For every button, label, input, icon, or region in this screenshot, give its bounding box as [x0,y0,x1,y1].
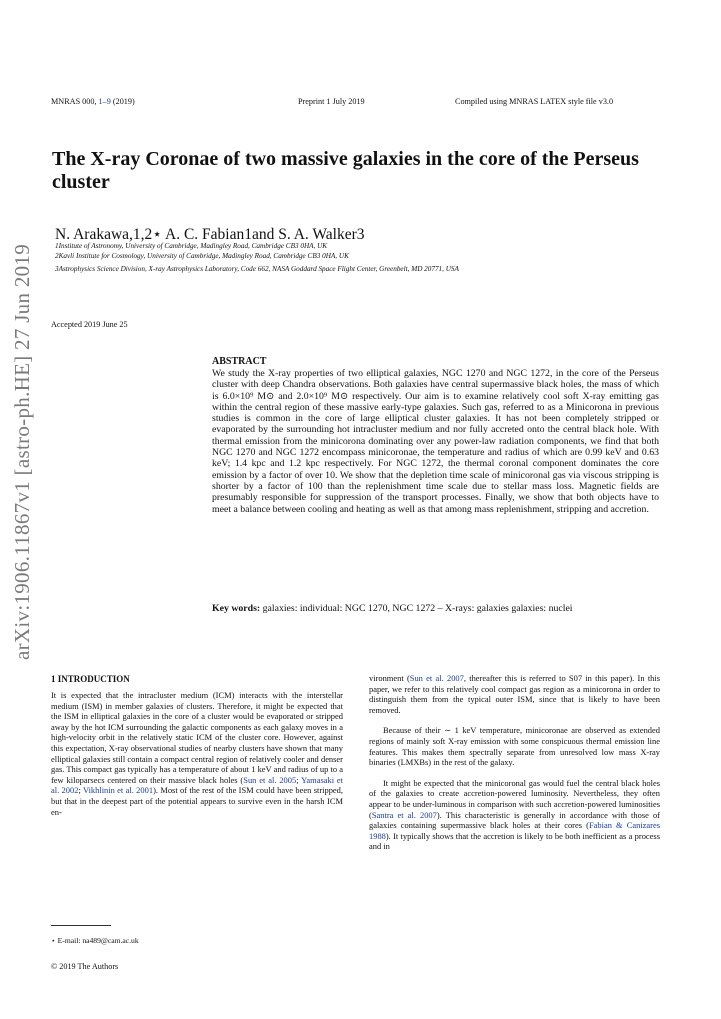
abstract-heading: ABSTRACT [212,356,267,367]
preprint-date: Preprint 1 July 2019 [298,97,365,106]
compiled-note: Compiled using MNRAS LATEX style file v3.0 [455,97,614,106]
keywords [212,603,659,614]
author-list: N. Arakawa,1,2⋆ A. C. Fabian1and S. A. Walker3 [55,226,365,243]
citation-link[interactable]: Vikhlinin et al. 2001 [82,785,154,796]
accepted-date: Accepted 2019 June 25 [51,320,128,329]
page-range-link[interactable]: 1–9 [98,97,111,106]
paragraph: It is expected that the intracluster medium (ICM) interacts with the interstellar medium (ISM) in member galaxies of clusters. Therefore, it might be expected that the ISM in elliptical galaxies in the core of a cluster would be evaporated or stripped away by the hot ICM surrounding the galactic components as each galaxy moves in a high-velocity orbit in the relatively static ICM of the cluster core. However, against this expectation, X-ray observational studies of nearby clusters have shown that many elliptical galaxies still contain a compact central region of relatively cooler and denser gas. This compact gas typically has a temperature of about 1 keV and radius of up to a few kiloparsecs centered on their massive black holes (Sun et al. 2005; Yamasaki et al. 2002; Vikhlinin et al. 2001). Most of the rest of the ISM could have been stripped, but that in the deepest part of the potential appears to survive even in the harsh ICM en- [51,690,344,817]
body-column-left [51,690,343,817]
citation-link[interactable]: Sun et al. 2007 [409,673,464,683]
keywords-text: galaxies: individual: NGC 1270, NGC 1272 – X-rays: galaxies galaxies: nuclei [260,603,573,614]
copyright: © 2019 The Authors [51,962,119,971]
affiliation-2: 2Kavli Institute for Cosmology, University of Cambridge, Madingley Road, Cambridge CB3 0HA, UK [55,252,349,260]
keywords-label: Key words: [212,603,261,614]
section-heading-introduction: 1 INTRODUCTION [51,674,130,684]
body-column-right [369,673,660,852]
affiliation-3: 3Astrophysics Science Division, X-ray Astrophysics Laboratory, Code 662, NASA Goddard Space Flight Center, Greenbelt, MD 20771, USA [55,265,459,273]
citation-link[interactable]: Yamasaki et al. 2002 [51,774,344,796]
paragraph: vironment (Sun et al. 2007, thereafter this is referred to S07 in this paper). In this paper, we refer to this relatively cool compact gas region as a minicorona in order to distinguish them from the typical outer ISM, since that is likely to have been removed. [369,673,661,715]
citation-link[interactable]: Fabian & Canizares 1988 [369,820,660,841]
paragraph: Because of their ∼ 1 keV temperature, minicoronae are observed as extended regions of mainly soft X-ray emission with some conspicuous thermal emission line features. This makes them spectrally separate from unresolved low mass X-ray binaries (LMXBs) in the rest of the galaxy. [369,725,660,768]
footnote-email: ⋆ E-mail: na489@cam.ac.uk [51,936,139,945]
abstract-text: We study the X-ray properties of two elliptical galaxies, NGC 1270 and NGC 1272, in the core of the Perseus cluster with deep Chandra observations. Both galaxies have central supermassive black holes, the mass of which is 6.0×10⁹ M⊙ and 2.0×10⁹ M⊙ respectively. Our aim is to examine relatively cool soft X-ray emitting gas within the central region of these massive early-type galaxies. Such gas, referred to as a Minicorona in previous studies is common in the core of large elliptical cluster galaxies. It has not been completely stripped or evaporated by the surrounding hot intracluster medium and nor fully accreted onto the central black hole. With thermal emission from the minicorona dominating over any power-law radiation components, we find that both NGC 1270 and NGC 1272 encompass minicoronae, the temperature and radius of which are 0.99 keV and 0.63 keV; 1.4 kpc and 1.2 kpc respectively. For NGC 1272, the thermal coronal component dominates the core emission by a factor of over 10. We show that the depletion time scale of minicoronal gas via viscous stripping is shorter by a factor of 100 than the replenishment time scale due to stellar mass loss. Magnetic fields are presumably responsible for suppression of the transport processes. Finally, we show that both objects have to meet a balance between cooling and heating as well as that among mass replenishment, stripping and accretion. [212,368,659,515]
journal-name: MNRAS 000, [51,97,99,106]
paper-title: The X-ray Coronae of two massive galaxies in the core of the Perseus cluster [52,148,639,193]
affiliation-1: 1Institute of Astronomy, University of Cambridge, Madingley Road, Cambridge CB3 0HA, UK [55,242,328,250]
citation-link[interactable]: Sun et al. 2005 [243,774,297,785]
footnote-rule [51,925,111,926]
paragraph: It might be expected that the minicoronal gas would fuel the central black holes of the galaxies to create accretion-powered luminosity. Nevertheless, they often appear to be under-luminous in comparison with such accretion-powered luminosities (Santra et al. 2007). This characteristic is generally in accordance with those of galaxies containing supermassive black holes at their cores (Fabian & Canizares 1988). It typically shows that the accretion is likely to be both inefficient as a process and in [369,777,660,852]
journal-year: (2019) [110,97,135,106]
citation-link[interactable]: Santra et al. 2007 [371,809,437,820]
arxiv-stamp: arXiv:1906.11867v1 [astro-ph.HE] 27 Jun 2019 [10,243,34,660]
journal-ref [51,97,135,106]
